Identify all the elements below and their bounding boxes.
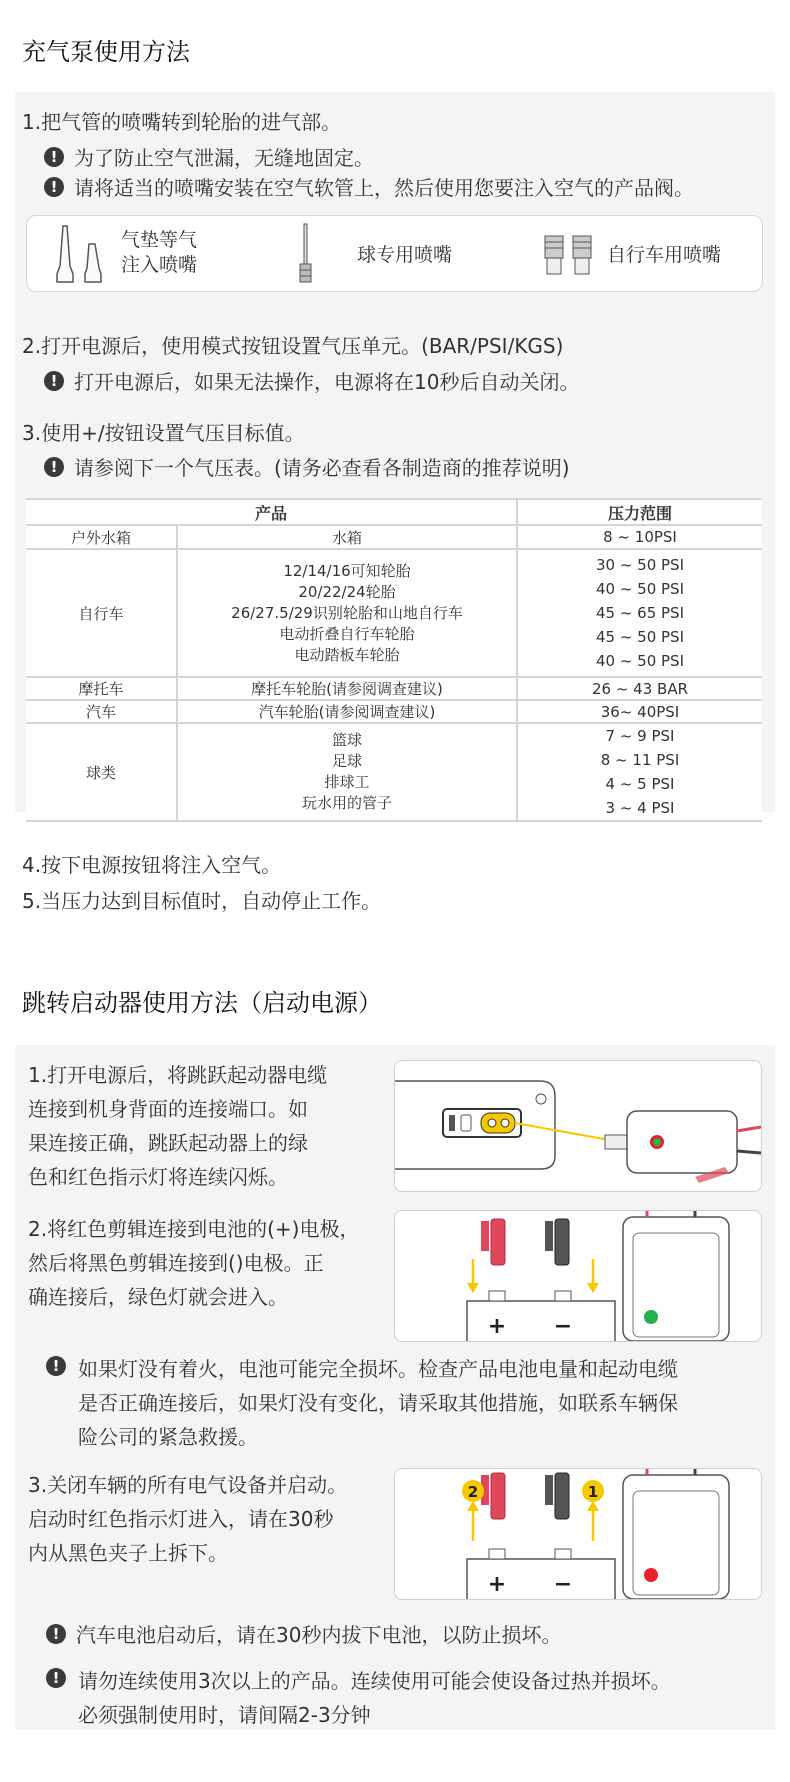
pump-step-1: 1.把气管的喷嘴转到轮胎的进气部。 bbox=[22, 110, 342, 134]
warning-icon: ! bbox=[46, 1624, 66, 1644]
plus-terminal-label: + bbox=[487, 1314, 507, 1339]
jump-step-1: 1.打开电源后，将跳跃起动器电缆 连接到机身背面的连接端口。如 果连接正确，跳跃起动器上的绿 色和红色指示灯将连续闪烁。 bbox=[28, 1063, 328, 1189]
table-row bbox=[26, 677, 762, 700]
jump-starter-port-diagram bbox=[395, 1061, 761, 1191]
minus-terminal-label: − bbox=[553, 1572, 573, 1597]
table-cell-category: 摩托车 bbox=[26, 677, 177, 700]
pump-step-1-note-1: ! 为了防止空气泄漏，无缝地固定。 bbox=[44, 142, 374, 171]
warning-icon: ! bbox=[44, 147, 64, 167]
pump-step-2-note: ! 打开电源后，如果无法操作，电源将在10秒后自动关闭。 bbox=[44, 366, 579, 395]
table-cell-item: 摩托车轮胎(请参阅调查建议) bbox=[177, 677, 517, 700]
ball-needle-icon bbox=[295, 222, 315, 286]
table-cell-category: 球类 bbox=[26, 723, 177, 821]
table-cell-category: 自行车 bbox=[26, 549, 177, 677]
table-cell-item: 水箱 bbox=[177, 525, 517, 549]
table-row bbox=[26, 700, 762, 723]
nozzle-types-box bbox=[26, 215, 763, 292]
table-cell-items: 12/14/16可知轮胎 20/22/24轮胎 26/27.5/29识别轮胎和山地自行车 电动折叠自行车轮胎 电动踏板车轮胎 bbox=[177, 549, 517, 677]
jump-step-3-illustration bbox=[394, 1468, 762, 1600]
step-badge-1: 1 bbox=[587, 1483, 599, 1501]
table-cell-ranges: 7 ~ 9 PSI 8 ~ 11 PSI 4 ~ 5 PSI 3 ~ 4 PSI bbox=[517, 723, 762, 821]
table-cell-items: 篮球 足球 排球工 玩水用的管子 bbox=[177, 723, 517, 821]
table-cell-category: 户外水箱 bbox=[26, 525, 177, 549]
jump-section-title: 跳转启动器使用方法（启动电源） bbox=[22, 989, 382, 1017]
table-cell-item: 汽车轮胎(请参阅调查建议) bbox=[177, 700, 517, 723]
jump-warning-3: 请勿连续使用3次以上的产品。连续使用可能会使设备过热并损坏。 必须强制使用时，请间隔2-3分钟 bbox=[78, 1669, 671, 1727]
nozzle-label-air: 气垫等气 注入喷嘴 bbox=[121, 229, 198, 276]
warning-icon: ! bbox=[44, 177, 64, 197]
nozzle-label-ball: 球专用喷嘴 bbox=[357, 244, 453, 266]
warning-icon: ! bbox=[46, 1356, 66, 1376]
jump-step-3: 3.关闭车辆的所有电气设备并启动。 启动时红色指示灯进入，请在30秒 内从黑色夹子上拆下。 bbox=[28, 1473, 348, 1565]
table-cell-ranges: 30 ~ 50 PSI 40 ~ 50 PSI 45 ~ 65 PSI 45 ~ 50 PSI 40 ~ 50 PSI bbox=[517, 549, 762, 677]
jump-warning-2: ! 汽车电池启动后，请在30秒内拔下电池，以防止损坏。 bbox=[46, 1619, 561, 1648]
battery-clip-diagram bbox=[395, 1211, 761, 1341]
table-cell-range: 26 ~ 43 BAR bbox=[517, 677, 762, 700]
pump-step-3-note: ! 请参阅下一个气压表。(请务必查看各制造商的推荐说明) bbox=[44, 452, 570, 481]
air-mattress-nozzle-icon bbox=[51, 222, 111, 286]
table-row bbox=[26, 723, 762, 821]
table-cell-range: 36~ 40PSI bbox=[517, 700, 762, 723]
clip-removal-diagram bbox=[395, 1469, 761, 1599]
pump-step-5: 5.当压力达到目标值时，自动停止工作。 bbox=[22, 889, 382, 913]
table-cell-range: 8 ~ 10PSI bbox=[517, 525, 762, 549]
nozzle-label-bicycle: 自行车用喷嘴 bbox=[607, 244, 722, 266]
jump-warning-1-icon-row bbox=[46, 1356, 76, 1376]
pressure-table bbox=[26, 498, 762, 822]
table-header-row bbox=[26, 499, 762, 525]
jump-warning-1: 如果灯没有着火，电池可能完全损坏。检查产品电池电量和起动电缆 是否正确连接后，如果灯没有变化，请采取其他措施，如联系车辆保 险公司的紧急救援。 bbox=[78, 1357, 678, 1449]
jump-warning-3-icon-row bbox=[46, 1668, 76, 1688]
warning-icon: ! bbox=[46, 1668, 66, 1688]
table-header-product: 产品 bbox=[26, 499, 517, 525]
plus-terminal-label: + bbox=[487, 1572, 507, 1597]
pump-step-1-note-2: ! 请将适当的喷嘴安装在空气软管上，然后使用您要注入空气的产品阀。 bbox=[44, 172, 694, 201]
step-badge-2: 2 bbox=[467, 1483, 479, 1501]
table-row bbox=[26, 525, 762, 549]
pump-section-title: 充气泵使用方法 bbox=[22, 38, 190, 66]
pump-step-4: 4.按下电源按钮将注入空气。 bbox=[22, 853, 282, 877]
table-header-range: 压力范围 bbox=[517, 499, 762, 525]
table-cell-category: 汽车 bbox=[26, 700, 177, 723]
warning-icon: ! bbox=[44, 457, 64, 477]
jump-step-1-illustration bbox=[394, 1060, 762, 1192]
table-row bbox=[26, 549, 762, 677]
pump-step-3: 3.使用+/按钮设置气压目标值。 bbox=[22, 421, 305, 445]
bicycle-nozzle-icon bbox=[543, 234, 595, 278]
warning-icon: ! bbox=[44, 371, 64, 391]
jump-step-2-illustration bbox=[394, 1210, 762, 1342]
jump-step-2: 2.将红色剪辑连接到电池的(+)电极， 然后将黑色剪辑连接到()电极。正 确连接后，绿色灯就会进入。 bbox=[28, 1217, 360, 1309]
pump-step-2: 2.打开电源后，使用模式按钮设置气压单元。(BAR/PSI/KGS) bbox=[22, 334, 564, 358]
minus-terminal-label: − bbox=[553, 1314, 573, 1339]
